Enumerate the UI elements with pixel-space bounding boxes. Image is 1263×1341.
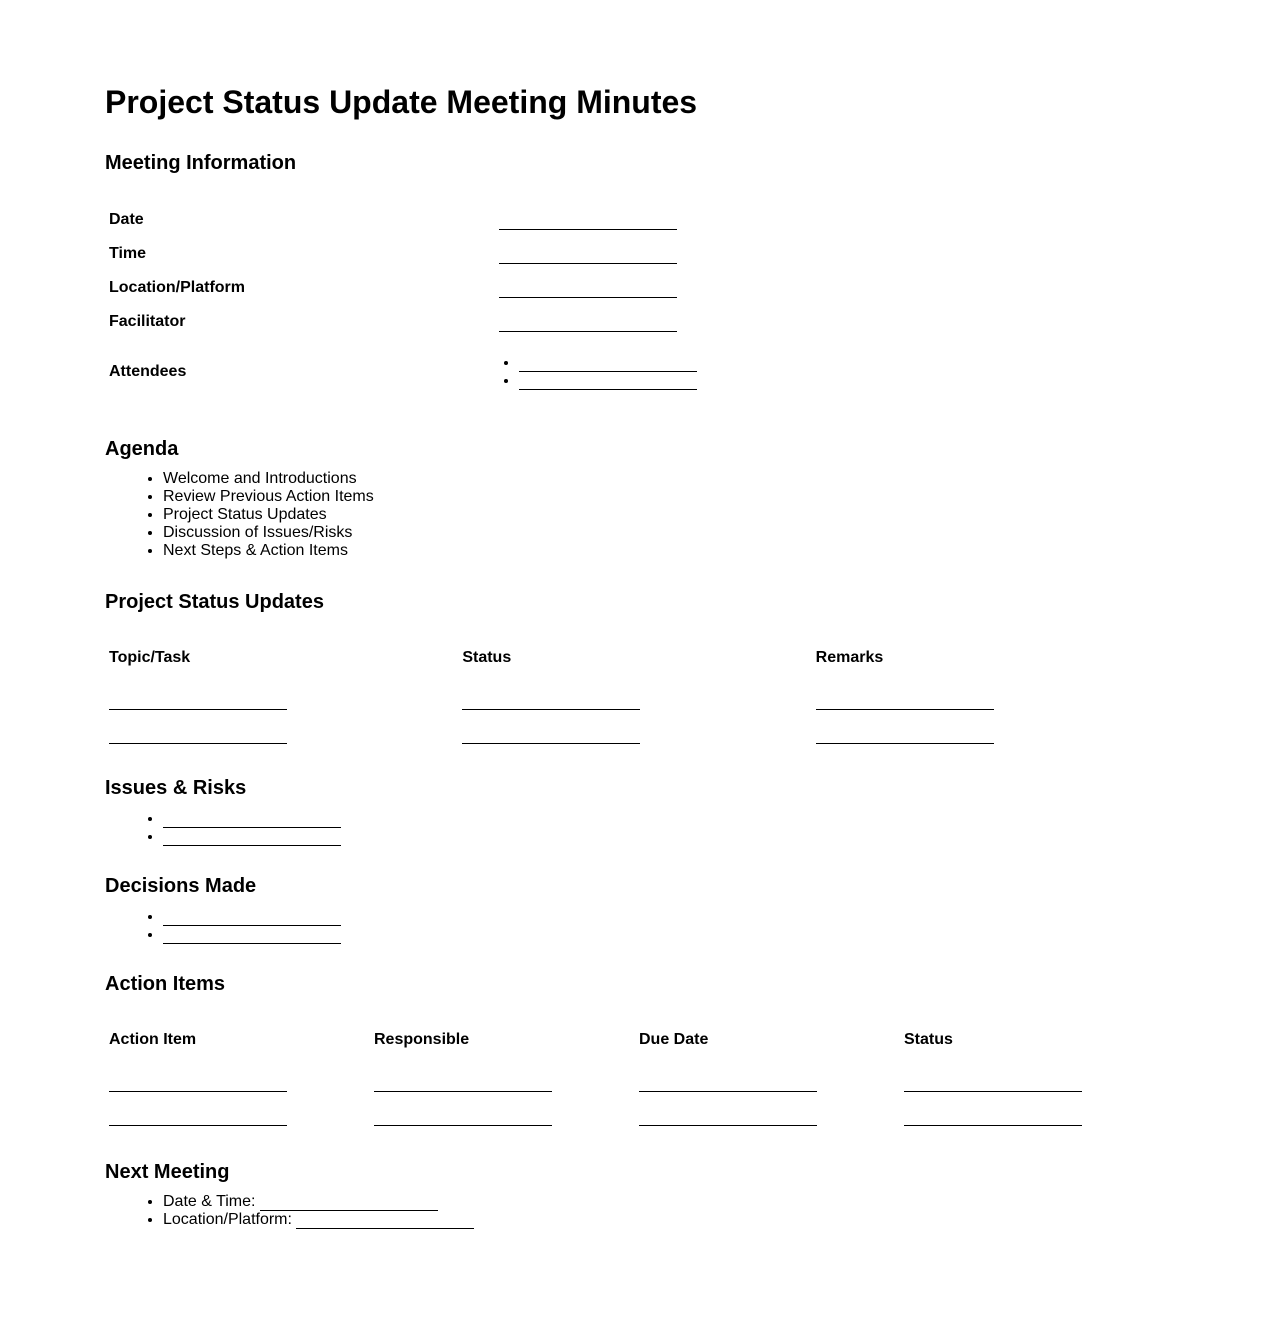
column-header-topic: Topic/Task xyxy=(109,649,191,666)
blank-line xyxy=(109,725,287,744)
table-cell xyxy=(458,710,811,744)
column-header-status: Status xyxy=(462,649,512,666)
decisions-made-heading: Decisions Made xyxy=(105,875,257,897)
table-row xyxy=(105,676,1165,710)
list-item xyxy=(163,828,1165,846)
blank-line xyxy=(462,725,640,744)
next-meeting-location-label: Location/Platform: xyxy=(163,1211,292,1228)
blank-line xyxy=(904,1073,1082,1092)
blank-line xyxy=(163,909,341,926)
table-cell xyxy=(105,710,458,744)
info-value-date xyxy=(495,203,745,237)
agenda-list xyxy=(105,470,1165,560)
table-cell xyxy=(900,1058,1165,1092)
agenda-item: • Welcome and Introductions xyxy=(163,470,1165,488)
info-label-date: Date xyxy=(109,211,144,228)
table-cell xyxy=(370,1058,635,1092)
blank-line xyxy=(260,1194,438,1211)
table-cell xyxy=(105,1058,370,1092)
blank-line xyxy=(639,1073,817,1092)
list-item xyxy=(163,1193,1165,1211)
issues-risks-heading: Issues & Risks xyxy=(105,777,247,799)
column-header-due-date: Due Date xyxy=(639,1031,709,1048)
page-title: Project Status Update Meeting Minutes xyxy=(105,84,698,120)
info-row-location xyxy=(105,271,745,305)
info-label-attendees: Attendees xyxy=(109,363,187,380)
blank-line xyxy=(816,725,994,744)
agenda-item: • Next Steps & Action Items xyxy=(163,542,1165,560)
document-body xyxy=(105,82,1165,1229)
table-cell xyxy=(105,676,458,710)
table-cell xyxy=(458,676,811,710)
blank-line xyxy=(519,355,697,372)
blank-line xyxy=(163,829,341,846)
blank-line xyxy=(639,1107,817,1126)
column-header-responsible: Responsible xyxy=(374,1031,470,1048)
info-label-time: Time xyxy=(109,245,147,262)
issues-list xyxy=(105,810,1165,846)
info-row-facilitator xyxy=(105,305,745,339)
table-row xyxy=(105,1058,1165,1092)
blank-line xyxy=(163,927,341,944)
blank-line xyxy=(499,279,677,298)
action-items-heading: Action Items xyxy=(105,973,226,995)
table-cell xyxy=(105,1092,370,1126)
info-value-attendees xyxy=(495,339,745,397)
info-row-time xyxy=(105,237,745,271)
info-value-facilitator xyxy=(495,305,745,339)
table-cell xyxy=(812,710,1165,744)
attendee-list xyxy=(499,354,741,390)
list-item xyxy=(519,354,741,372)
blank-line xyxy=(519,373,697,390)
table-cell xyxy=(635,1058,900,1092)
info-value-time xyxy=(495,237,745,271)
decisions-list xyxy=(105,908,1165,944)
blank-line xyxy=(374,1073,552,1092)
blank-line xyxy=(816,691,994,710)
blank-line xyxy=(163,811,341,828)
list-item xyxy=(519,372,741,390)
table-cell xyxy=(635,1092,900,1126)
action-items-table xyxy=(105,1022,1165,1126)
info-row-attendees xyxy=(105,339,745,397)
list-item xyxy=(163,908,1165,926)
agenda-item: • Project Status Updates xyxy=(163,506,1165,524)
column-header-action-item: Action Item xyxy=(109,1031,197,1048)
table-cell xyxy=(812,676,1165,710)
status-updates-table xyxy=(105,640,1165,744)
info-row-date xyxy=(105,203,745,237)
blank-line xyxy=(374,1107,552,1126)
column-header-status: Status xyxy=(904,1031,953,1048)
next-meeting-list xyxy=(105,1193,1165,1229)
blank-line xyxy=(462,691,640,710)
blank-line xyxy=(499,245,677,264)
column-header-remarks: Remarks xyxy=(815,649,884,666)
agenda-item: • Review Previous Action Items xyxy=(163,488,1165,506)
info-label-facilitator: Facilitator xyxy=(109,313,186,330)
next-meeting-heading: Next Meeting xyxy=(105,1161,230,1183)
table-header-row xyxy=(105,640,1165,676)
blank-line xyxy=(109,1073,287,1092)
info-value-location xyxy=(495,271,745,305)
agenda-item: • Discussion of Issues/Risks xyxy=(163,524,1165,542)
table-row xyxy=(105,710,1165,744)
table-cell xyxy=(370,1092,635,1126)
project-status-updates-heading: Project Status Updates xyxy=(105,591,324,613)
list-item xyxy=(163,926,1165,944)
agenda-heading: Agenda xyxy=(105,438,179,460)
next-meeting-date-time-label: Date & Time: xyxy=(163,1193,256,1210)
blank-line xyxy=(904,1107,1082,1126)
blank-line xyxy=(109,1107,287,1126)
meeting-information-table xyxy=(105,203,745,397)
blank-line xyxy=(499,313,677,332)
meeting-information-heading: Meeting Information xyxy=(105,152,297,174)
list-item xyxy=(163,1211,1165,1229)
list-item xyxy=(163,810,1165,828)
table-header-row xyxy=(105,1022,1165,1058)
blank-line xyxy=(499,211,677,230)
table-cell xyxy=(900,1092,1165,1126)
table-row xyxy=(105,1092,1165,1126)
blank-line xyxy=(296,1212,474,1229)
blank-line xyxy=(109,691,287,710)
info-label-location: Location/Platform xyxy=(109,279,246,296)
